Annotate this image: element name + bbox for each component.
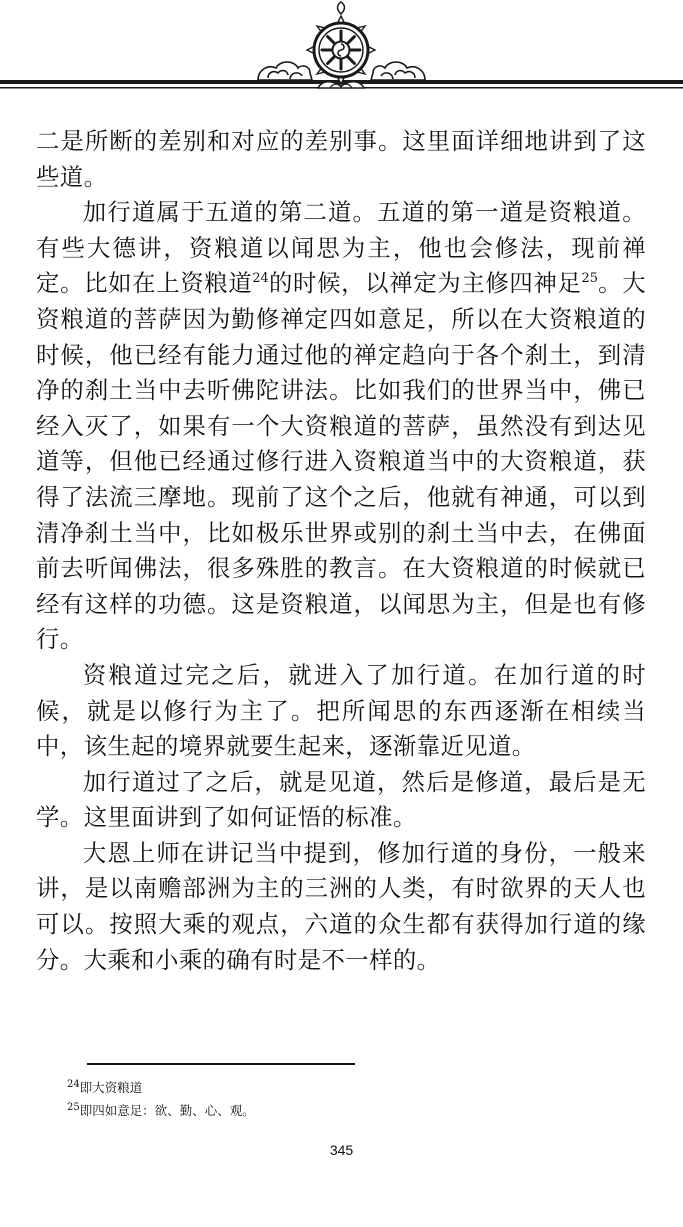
page-header-ornament xyxy=(0,0,683,100)
footnote-25-text: 即四如意足：欲、勤、心、观。 xyxy=(79,1103,255,1118)
cloud-scroll-left-icon xyxy=(258,62,312,80)
footnote-24-text: 即大资粮道 xyxy=(79,1080,143,1095)
paragraph-2-part-c: 。大资粮道的菩萨因为勤修禅定四如意足，所以在大资粮道的时候，他已经有能力通过他的禅定趋向于各个刹土，到清净的刹土当中去听佛陀讲法。比如我们的世界当中，佛已经入灭了，如果有一个大资粮道的菩萨，虽然没有到达见道等，但他已经通过修行进入资粮道当中的大资粮道，获得了法流三摩地。现前了这个之后，他就有神通，可以到清净刹土当中，比如极乐世界或别的刹土当中去，在佛面前去听闻佛法，很多殊胜的教言。在大资粮道的时候就已经有这样的功德。这是资粮道，以闻思为主，但是也有修行。 xyxy=(36,269,646,654)
paragraph-2 xyxy=(36,195,646,658)
page-number: 345 xyxy=(329,1142,354,1158)
paragraph-2-part-b: 的时候，以禅定为主修四神足 xyxy=(268,269,582,298)
footnote-ref-24[interactable]: 24 xyxy=(252,271,269,287)
dharma-wheel-icon xyxy=(307,2,375,88)
paragraph-2-part-a: 加行道属于五道的第二道。五道的第一道是资粮道。有些大德讲，资粮道以闻思为主，他也会修法，现前禅定。比如在上资粮道 xyxy=(36,198,646,298)
footnote-25-number: 25 xyxy=(67,1101,80,1113)
footnote-25 xyxy=(67,1103,255,1119)
paragraph-4: 加行道过了之后，就是见道，然后是修道，最后是无学。这里面讲到了如何证悟的标准。 xyxy=(36,767,646,832)
footnote-24-number: 24 xyxy=(67,1078,80,1090)
paragraph-3: 资粮道过完之后，就进入了加行道。在加行道的时候，就是以修行为主了。把所闻思的东西逐渐在相续当中，该生起的境界就要生起来，逐渐靠近见道。 xyxy=(36,660,646,761)
footnote-ref-25[interactable]: 25 xyxy=(581,271,598,287)
cloud-scroll-right-icon xyxy=(371,62,425,80)
paragraph-1: 二是所断的差别和对应的差别事。这里面详细地讲到了这些道。 xyxy=(36,127,646,191)
footnote-24 xyxy=(67,1080,142,1096)
body-text xyxy=(36,124,646,978)
footnote-separator xyxy=(87,1063,355,1065)
paragraph-5: 大恩上师在讲记当中提到，修加行道的身份，一般来讲，是以南赡部洲为主的三洲的人类，有时欲界的天人也可以。按照大乘的观点，六道的众生都有获得加行道的缘分。大乘和小乘的确有时是不一样的。 xyxy=(36,838,646,974)
